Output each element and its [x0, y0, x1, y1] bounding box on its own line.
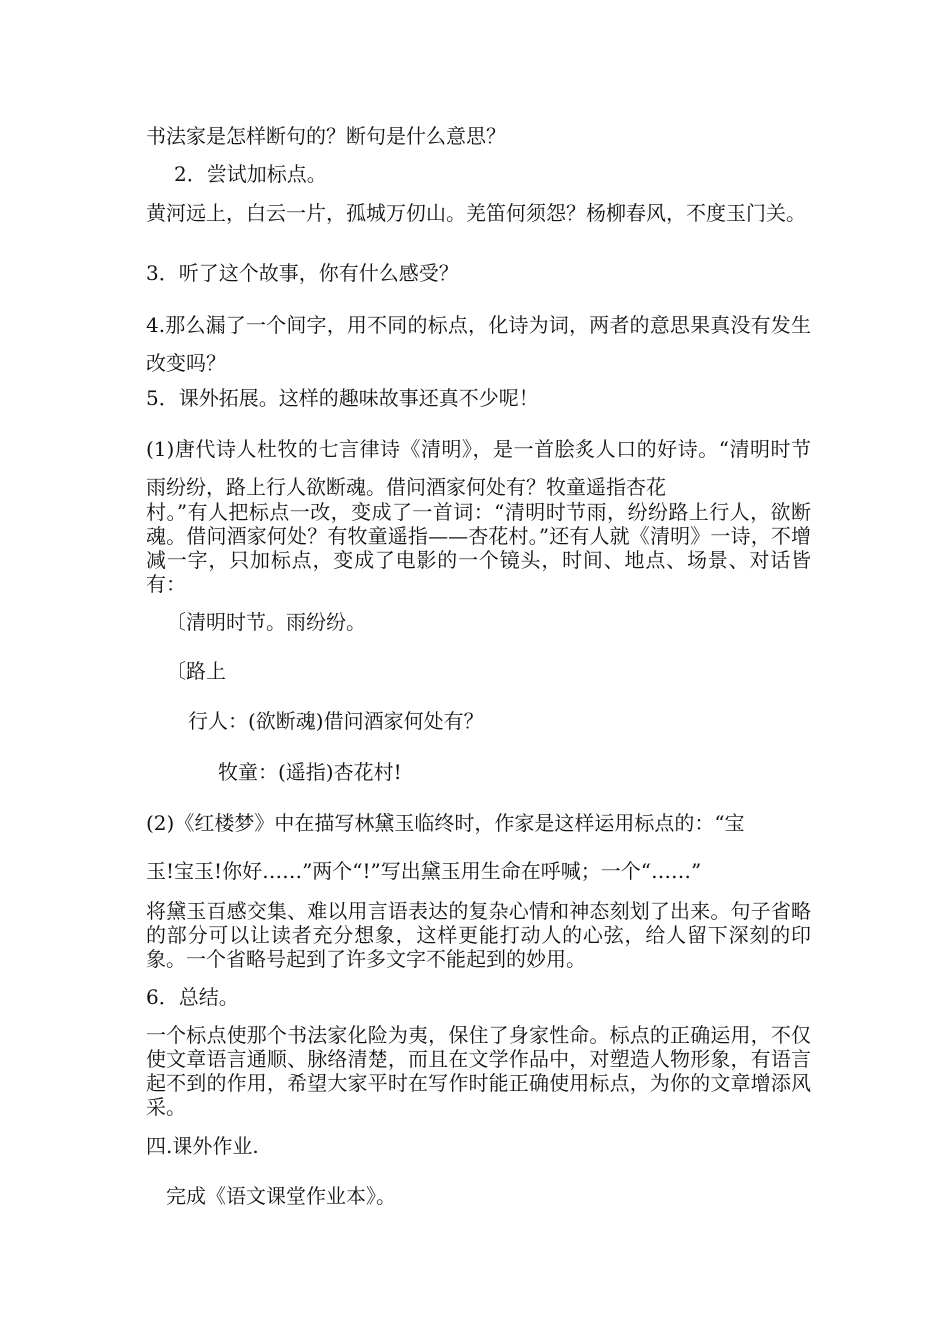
- qingming-intro-paragraph: (1)唐代诗人杜牧的七言律诗《清明》，是一首脍炙人口的好诗。“清明时节雨纷纷，路上行人欲断魂。借问酒家何处有？牧童遥指杏花: [146, 437, 811, 499]
- qingming-variants-paragraph: 村。”有人把标点一改，变成了一首词：“清明时节雨，纷纷路上行人，欲断魂。借问酒家何处？有牧童遥指——杏花村。”还有人就《清明》一诗，不增减一字，只加标点，变成了电影的一个镜头，时间、地点、场景、对话皆有：: [146, 500, 811, 596]
- hongloumeng-paragraph: 将黛玉百感交集、难以用言语表达的复杂心情和神态刻划了出来。句子省略的部分可以让读者充分想象，这样更能打动人的心弦，给人留下深刻的印象。一个省略号起到了许多文字不能起到的妙用。: [146, 899, 811, 971]
- item-4-paragraph: 4.那么漏了一个间字，用不同的标点，化诗为词，两者的意思果真没有发生改变吗？: [146, 313, 811, 375]
- text-line-question: 书法家是怎样断句的？断句是什么意思？: [146, 124, 506, 148]
- scene-line-2: 〔路上: [166, 659, 226, 683]
- hongloumeng-line-2: 玉!宝玉!你好……”两个“!”写出黛玉用生命在呼喊；一个“……”: [146, 859, 702, 883]
- scene-line-4: 牧童：(遥指)杏花村!: [218, 760, 402, 784]
- homework-heading: 四.课外作业.: [146, 1134, 259, 1158]
- scene-line-3: 行人：(欲断魂)借问酒家何处有？: [188, 709, 484, 733]
- punctuated-poem: 黄河远上，白云一片，孤城万仞山。羌笛何须怨？杨柳春风，不度玉门关。: [146, 201, 806, 225]
- item-3-heading: 3．听了这个故事，你有什么感受？: [146, 261, 459, 285]
- item-6-heading: 6．总结。: [146, 985, 239, 1009]
- item-5-heading: 5．课外拓展。这样的趣味故事还真不少呢！: [146, 386, 539, 410]
- scene-line-1: 〔清明时节。雨纷纷。: [166, 610, 366, 634]
- summary-paragraph: 一个标点使那个书法家化险为夷，保住了身家性命。标点的正确运用，不仅使文章语言通顺、脉络清楚，而且在文学作品中，对塑造人物形象，有语言起不到的作用，希望大家平时在写作时能正确使用标点，为你的文章增添风采。: [146, 1023, 811, 1119]
- item-2-heading: 2．尝试加标点。: [174, 162, 327, 186]
- hongloumeng-line-1: (2)《红楼梦》中在描写林黛玉临终时，作家是这样运用标点的：“宝: [146, 811, 745, 835]
- homework-text: 完成《语文课堂作业本》。: [166, 1184, 396, 1208]
